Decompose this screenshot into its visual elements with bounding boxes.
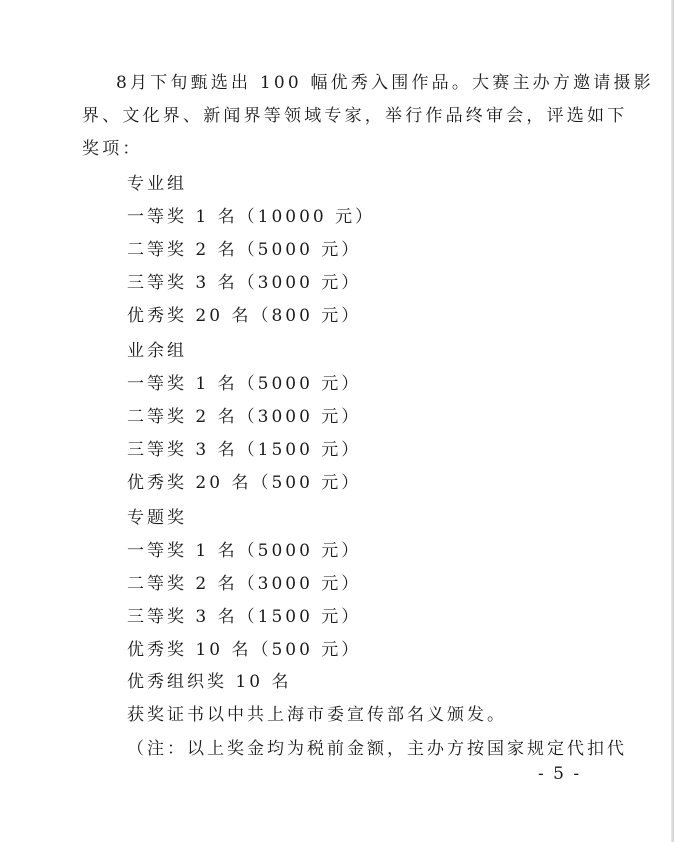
- award-line-special-excellence: 优秀奖 10 名（500 元）: [127, 640, 362, 660]
- award-line-amateur-first: 一等奖 1 名（5000 元）: [127, 374, 362, 394]
- award-line-special-third: 三等奖 3 名（1500 元）: [127, 607, 362, 627]
- award-line-special-first: 一等奖 1 名（5000 元）: [127, 541, 362, 561]
- page-number: - 5 -: [538, 764, 582, 784]
- award-line-amateur-second: 二等奖 2 名（3000 元）: [127, 407, 362, 427]
- award-line-amateur-excellence: 优秀奖 20 名（500 元）: [127, 473, 362, 493]
- award-line-special-second: 二等奖 2 名（3000 元）: [127, 574, 362, 594]
- award-line-organization: 优秀组织奖 10 名: [127, 672, 292, 692]
- certificate-line: 获奖证书以中共上海市委宣传部名义颁发。: [127, 705, 507, 725]
- award-line-professional-first: 一等奖 1 名（10000 元）: [127, 207, 376, 227]
- note-line: （注：以上奖金均为税前金额，主办方按国家规定代扣代: [127, 739, 627, 759]
- intro-line-1: 8月下旬甄选出 100 幅优秀入围作品。大赛主办方邀请摄影: [116, 73, 654, 93]
- group-heading-amateur: 业余组: [127, 341, 187, 361]
- award-line-professional-second: 二等奖 2 名（5000 元）: [127, 240, 362, 260]
- intro-line-2: 界、文化界、新闻界等领域专家，举行作品终审会，评选如下: [82, 106, 628, 126]
- intro-line-3: 奖项：: [82, 139, 143, 159]
- group-heading-professional: 专业组: [127, 174, 187, 194]
- award-line-professional-third: 三等奖 3 名（3000 元）: [127, 273, 362, 293]
- award-line-professional-excellence: 优秀奖 20 名（800 元）: [127, 306, 362, 326]
- group-heading-special: 专题奖: [127, 508, 187, 528]
- award-line-amateur-third: 三等奖 3 名（1500 元）: [127, 440, 362, 460]
